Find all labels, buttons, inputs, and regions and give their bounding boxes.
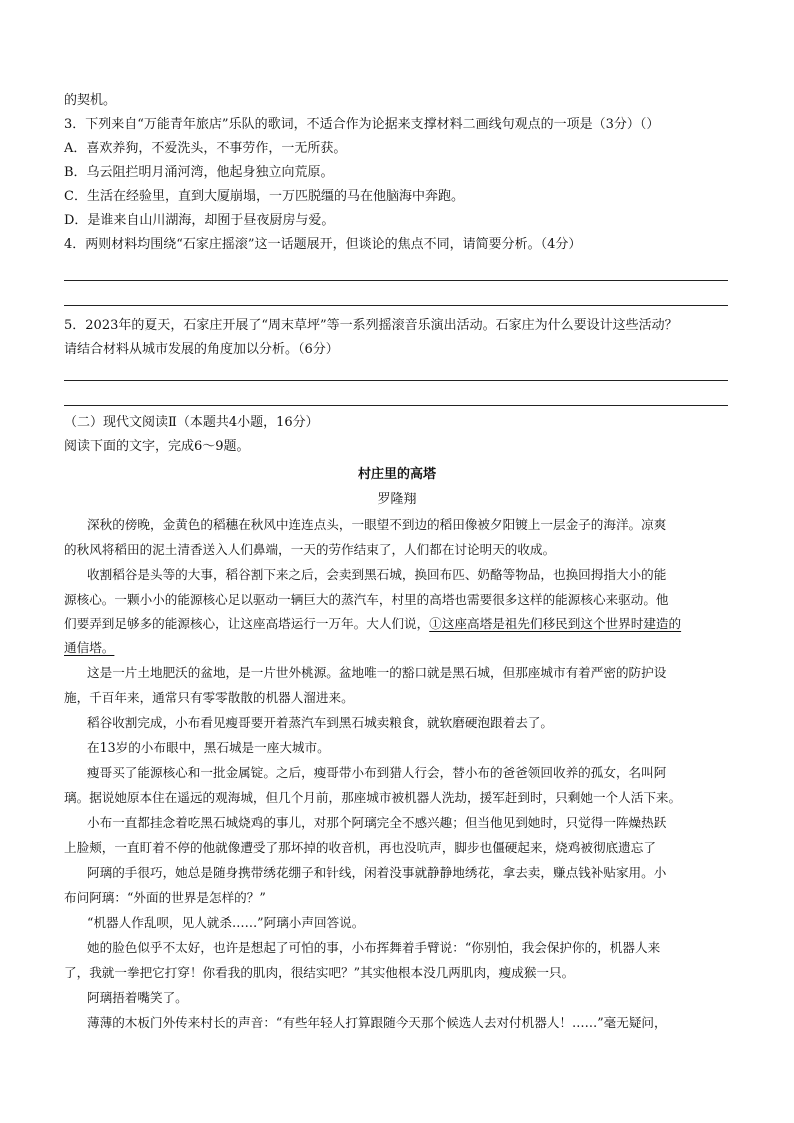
story-line: 小布一直都挂念着吃黑石城烧鸡的事儿，对那个阿璃完全不感兴趣；但当他见到她时，只觉得一阵燥热跃 — [87, 815, 667, 830]
story-line: 在13岁的小布眼中，黑石城是一座大城市。 — [87, 740, 330, 755]
q4-answer-line-1 — [64, 280, 728, 281]
story-line: 布问阿璃：“外面的世界是怎样的？” — [64, 890, 266, 905]
story-line: “机器人作乱呗，见人就杀……”阿璃小声回答说。 — [87, 915, 365, 930]
story-line: 阿璃捂着嘴笑了。 — [87, 990, 188, 1005]
story-line: 收割稻谷是头等的大事，稻谷割下来之后，会卖到黑石城，换回布匹、奶酪等物品，也换回拇指大小的能 — [87, 567, 667, 582]
story-line: 璃。据说她原本住在遥远的观海城，但几个月前，那座城市被机器人洗劫，援军赶到时，只剩她一个人活下来。 — [64, 790, 682, 805]
q5-stem-line-2: 请结合材料从城市发展的角度加以分析。（6分） — [64, 342, 339, 357]
story-author: 罗隆翔 — [377, 492, 417, 507]
q5-stem-line-1: 5．2023年的夏天，石家庄开展了“周末草坪”等一系列摇滚音乐演出活动。石家庄为什么要设计这些活动？ — [64, 318, 678, 333]
story-line: 阿璃的手很巧，她总是随身携带绣花绷子和针线，闲着没事就静静地绣花，拿去卖，赚点钱补贴家用。小 — [87, 865, 667, 880]
q3-option-a: A．喜欢养狗，不爱洗头，不事劳作，一无所获。 — [64, 141, 347, 156]
q3-stem: 3．下列来自“万能青年旅店”乐队的歌词，不适合作为论据来支撑材料二画线句观点的一项是（3分）（） — [64, 117, 660, 132]
q3-option-c: C．生活在经验里，直到大厦崩塌，一万匹脱缰的马在他脑海中奔跑。 — [64, 189, 464, 204]
section2-instruction: 阅读下面的文字，完成6～9题。 — [64, 439, 250, 454]
story-line: 她的脸色似乎不太好，也许是想起了可怕的事，小布挥舞着手臂说：“你别怕，我会保护你的，机器人来 — [87, 940, 661, 955]
q3-option-d: D．是谁来自山川湖海，却囿于昼夜厨房与爱。 — [64, 213, 335, 228]
story-line — [64, 614, 681, 634]
underlined-sentence-1: ①这座高塔是祖先们移民到这个世界时建造的 — [429, 616, 682, 631]
story-line: 了，我就一拳把它打穿！你看我的肌肉，很结实吧？”其实他根本没几两肌肉，瘦成猴一只。 — [64, 965, 575, 980]
story-line: 瘦哥买了能源核心和一批金属锭。之后，瘦哥带小布到猎人行会，替小布的爸爸领回收养的孤女，名叫阿 — [87, 765, 667, 780]
story-line: 源核心。一颗小小的能源核心足以驱动一辆巨大的蒸汽车，村里的高塔也需要很多这样的能源核心来驱动。他 — [64, 592, 669, 607]
q4-stem: 4．两则材料均围绕“石家庄摇滚”这一话题展开，但谈论的焦点不同，请简要分析。（4分） — [64, 237, 582, 252]
story-line: 上脸颊，一直盯着不停的他就像遭受了那坏掉的收音机，再也没吭声，脚步也僵硬起来，烧鸡被彻底遗忘了 — [64, 840, 656, 855]
q5-answer-line-1 — [64, 380, 728, 381]
q4-answer-line-2 — [64, 305, 728, 306]
story-line: 这是一片土地肥沃的盆地，是一片世外桃源。盆地唯一的豁口就是黑石城，但那座城市有着严密的防护设 — [87, 665, 667, 680]
section2-heading: （二）现代文阅读Ⅱ（本题共4小题，16分） — [64, 415, 319, 430]
story-line: 薄薄的木板门外传来村长的声音：“有些年轻人打算跟随今天那个候选人去对付机器人！……”毫无疑问， — [87, 1015, 667, 1030]
underlined-sentence-1-cont: 通信塔。 — [64, 640, 115, 655]
story-line: 稻谷收割完成，小布看见瘦哥要开着蒸汽车到黑石城卖粮食，就软磨硬泡跟着去了。 — [87, 715, 553, 730]
story-line: 的秋风将稻田的泥土清香送入人们鼻端，一天的劳作结束了，人们都在讨论明天的收成。 — [64, 542, 556, 557]
story-title: 村庄里的高塔 — [357, 467, 436, 482]
story-line: 深秋的傍晚，金黄色的稻穗在秋风中连连点头，一眼望不到边的稻田像被夕阳镀上一层金子的海洋。凉爽 — [87, 517, 667, 532]
story-line: 施，千百年来，通常只有零零散散的机器人溜进来。 — [64, 690, 354, 705]
story-line-text: 们要弄到足够多的能源核心，让这座高塔运行一万年。大人们说， — [64, 616, 430, 631]
q3-option-b: B．乌云阻拦明月涌河湾，他起身独立向荒原。 — [64, 165, 334, 180]
top-tail-text: 的契机。 — [64, 93, 117, 108]
q5-answer-line-2 — [64, 405, 728, 406]
